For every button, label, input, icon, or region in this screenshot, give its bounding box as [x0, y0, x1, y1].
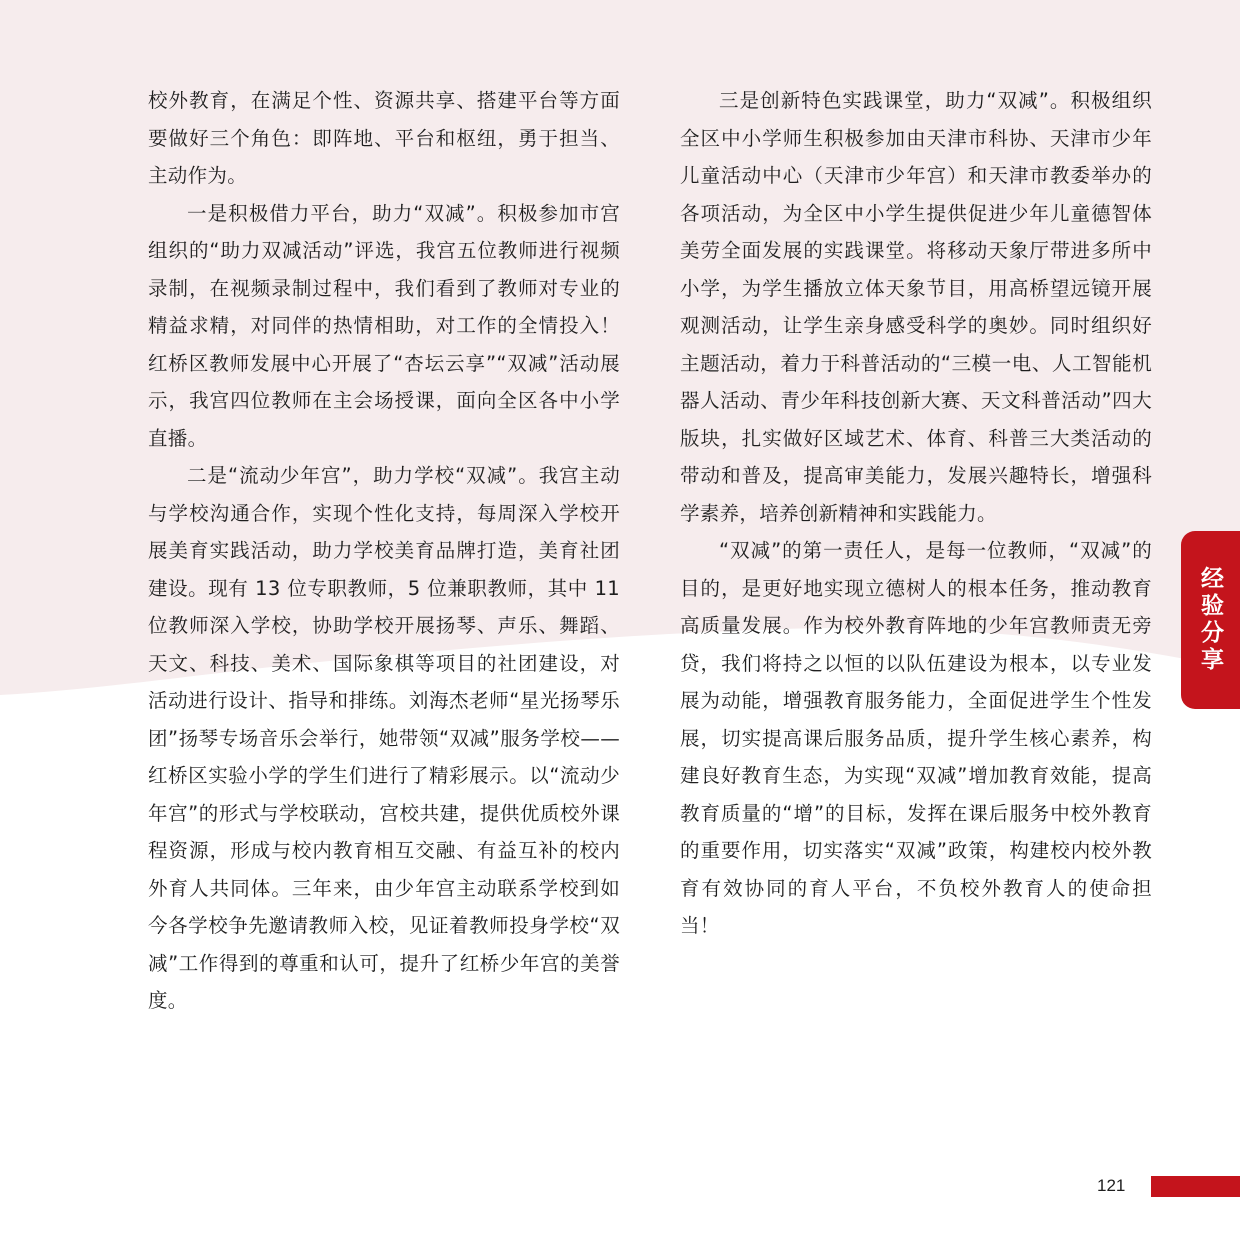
right-paragraph-1: 三是创新特色实践课堂，助力“双减”。积极组织全区中小学师生积极参加由天津市科协、天津市少年儿童活动中心（天津市少年宫）和天津市教委举办的各项活动，为全区中小学生提供促进少年儿童德智体美劳全面发展的实践课堂。将移动天象厅带进多所中小学，为学生播放立体天象节目，用高桥望远镜开展观测活动，让学生亲身感受科学的奥妙。同时组织好主题活动，着力于科普活动的“三模一电、人工智能机器人活动、青少年科技创新大赛、天文科普活动”四大版块，扎实做好区域艺术、体育、科普三大类活动的带动和普及，提高审美能力，发展兴趣特长，增强科学素养，培养创新精神和实践能力。 — [680, 89, 1152, 525]
left-paragraph-1: 校外教育，在满足个性、资源共享、搭建平台等方面要做好三个角色：即阵地、平台和枢纽，勇于担当、主动作为。 — [148, 89, 620, 187]
section-tab — [1181, 531, 1240, 709]
page-number: 121 — [1097, 1176, 1126, 1195]
section-tab-label: 经验分享 — [1197, 566, 1223, 674]
left-text-column — [148, 82, 620, 1020]
right-paragraph-2: “双减”的第一责任人，是每一位教师，“双减”的目的，是更好地实现立德树人的根本任务，推动教育高质量发展。作为校外教育阵地的少年宫教师责无旁贷，我们将持之以恒的以队伍建设为根本，以专业发展为动能，增强教育服务能力，全面促进学生个性发展，切实提高课后服务品质，提升学生核心素养，构建良好教育生态，为实现“双减”增加教育效能，提高教育质量的“增”的目标，发挥在课后服务中校外教育的重要作用，切实落实“双减”政策，构建校内校外教育有效协同的育人平台，不负校外教育人的使命担当！ — [680, 539, 1152, 937]
right-text-column — [680, 82, 1152, 945]
left-paragraph-2: 一是积极借力平台，助力“双减”。积极参加市宫组织的“助力双减活动”评选，我宫五位教师进行视频录制，在视频录制过程中，我们看到了教师对专业的精益求精，对同伴的热情相助，对工作的全情投入！红桥区教师发展中心开展了“杏坛云享”“双减”活动展示，我宫四位教师在主会场授课，面向全区各中小学直播。 — [148, 201, 620, 450]
left-paragraph-3: 二是“流动少年宫”，助力学校“双减”。我宫主动与学校沟通合作，实现个性化支持，每周深入学校开展美育实践活动，助力学校美育品牌打造，美育社团建设。现有 13 位专职教师，5 位兼职教师，其中 11 位教师深入学校，协助学校开展扬琴、声乐、舞蹈、天文、科技、美术、国际象棋等项目的社团建设，对活动进行设计、指导和排练。刘海杰老师“星光扬琴乐团”扬琴专场音乐会举行，她带领“双减”服务学校——红桥区实验小学的学生们进行了精彩展示。以“流动少年宫”的形式与学校联动，宫校共建，提供优质校外课程资源，形成与校内教育相互交融、有益互补的校内外育人共同体。三年来，由少年宫主动联系学校到如今各学校争先邀请教师入校，见证着教师投身学校“双减”工作得到的尊重和认可，提升了红桥少年宫的美誉度。 — [148, 464, 620, 1012]
footer-accent-bar — [1151, 1176, 1240, 1197]
